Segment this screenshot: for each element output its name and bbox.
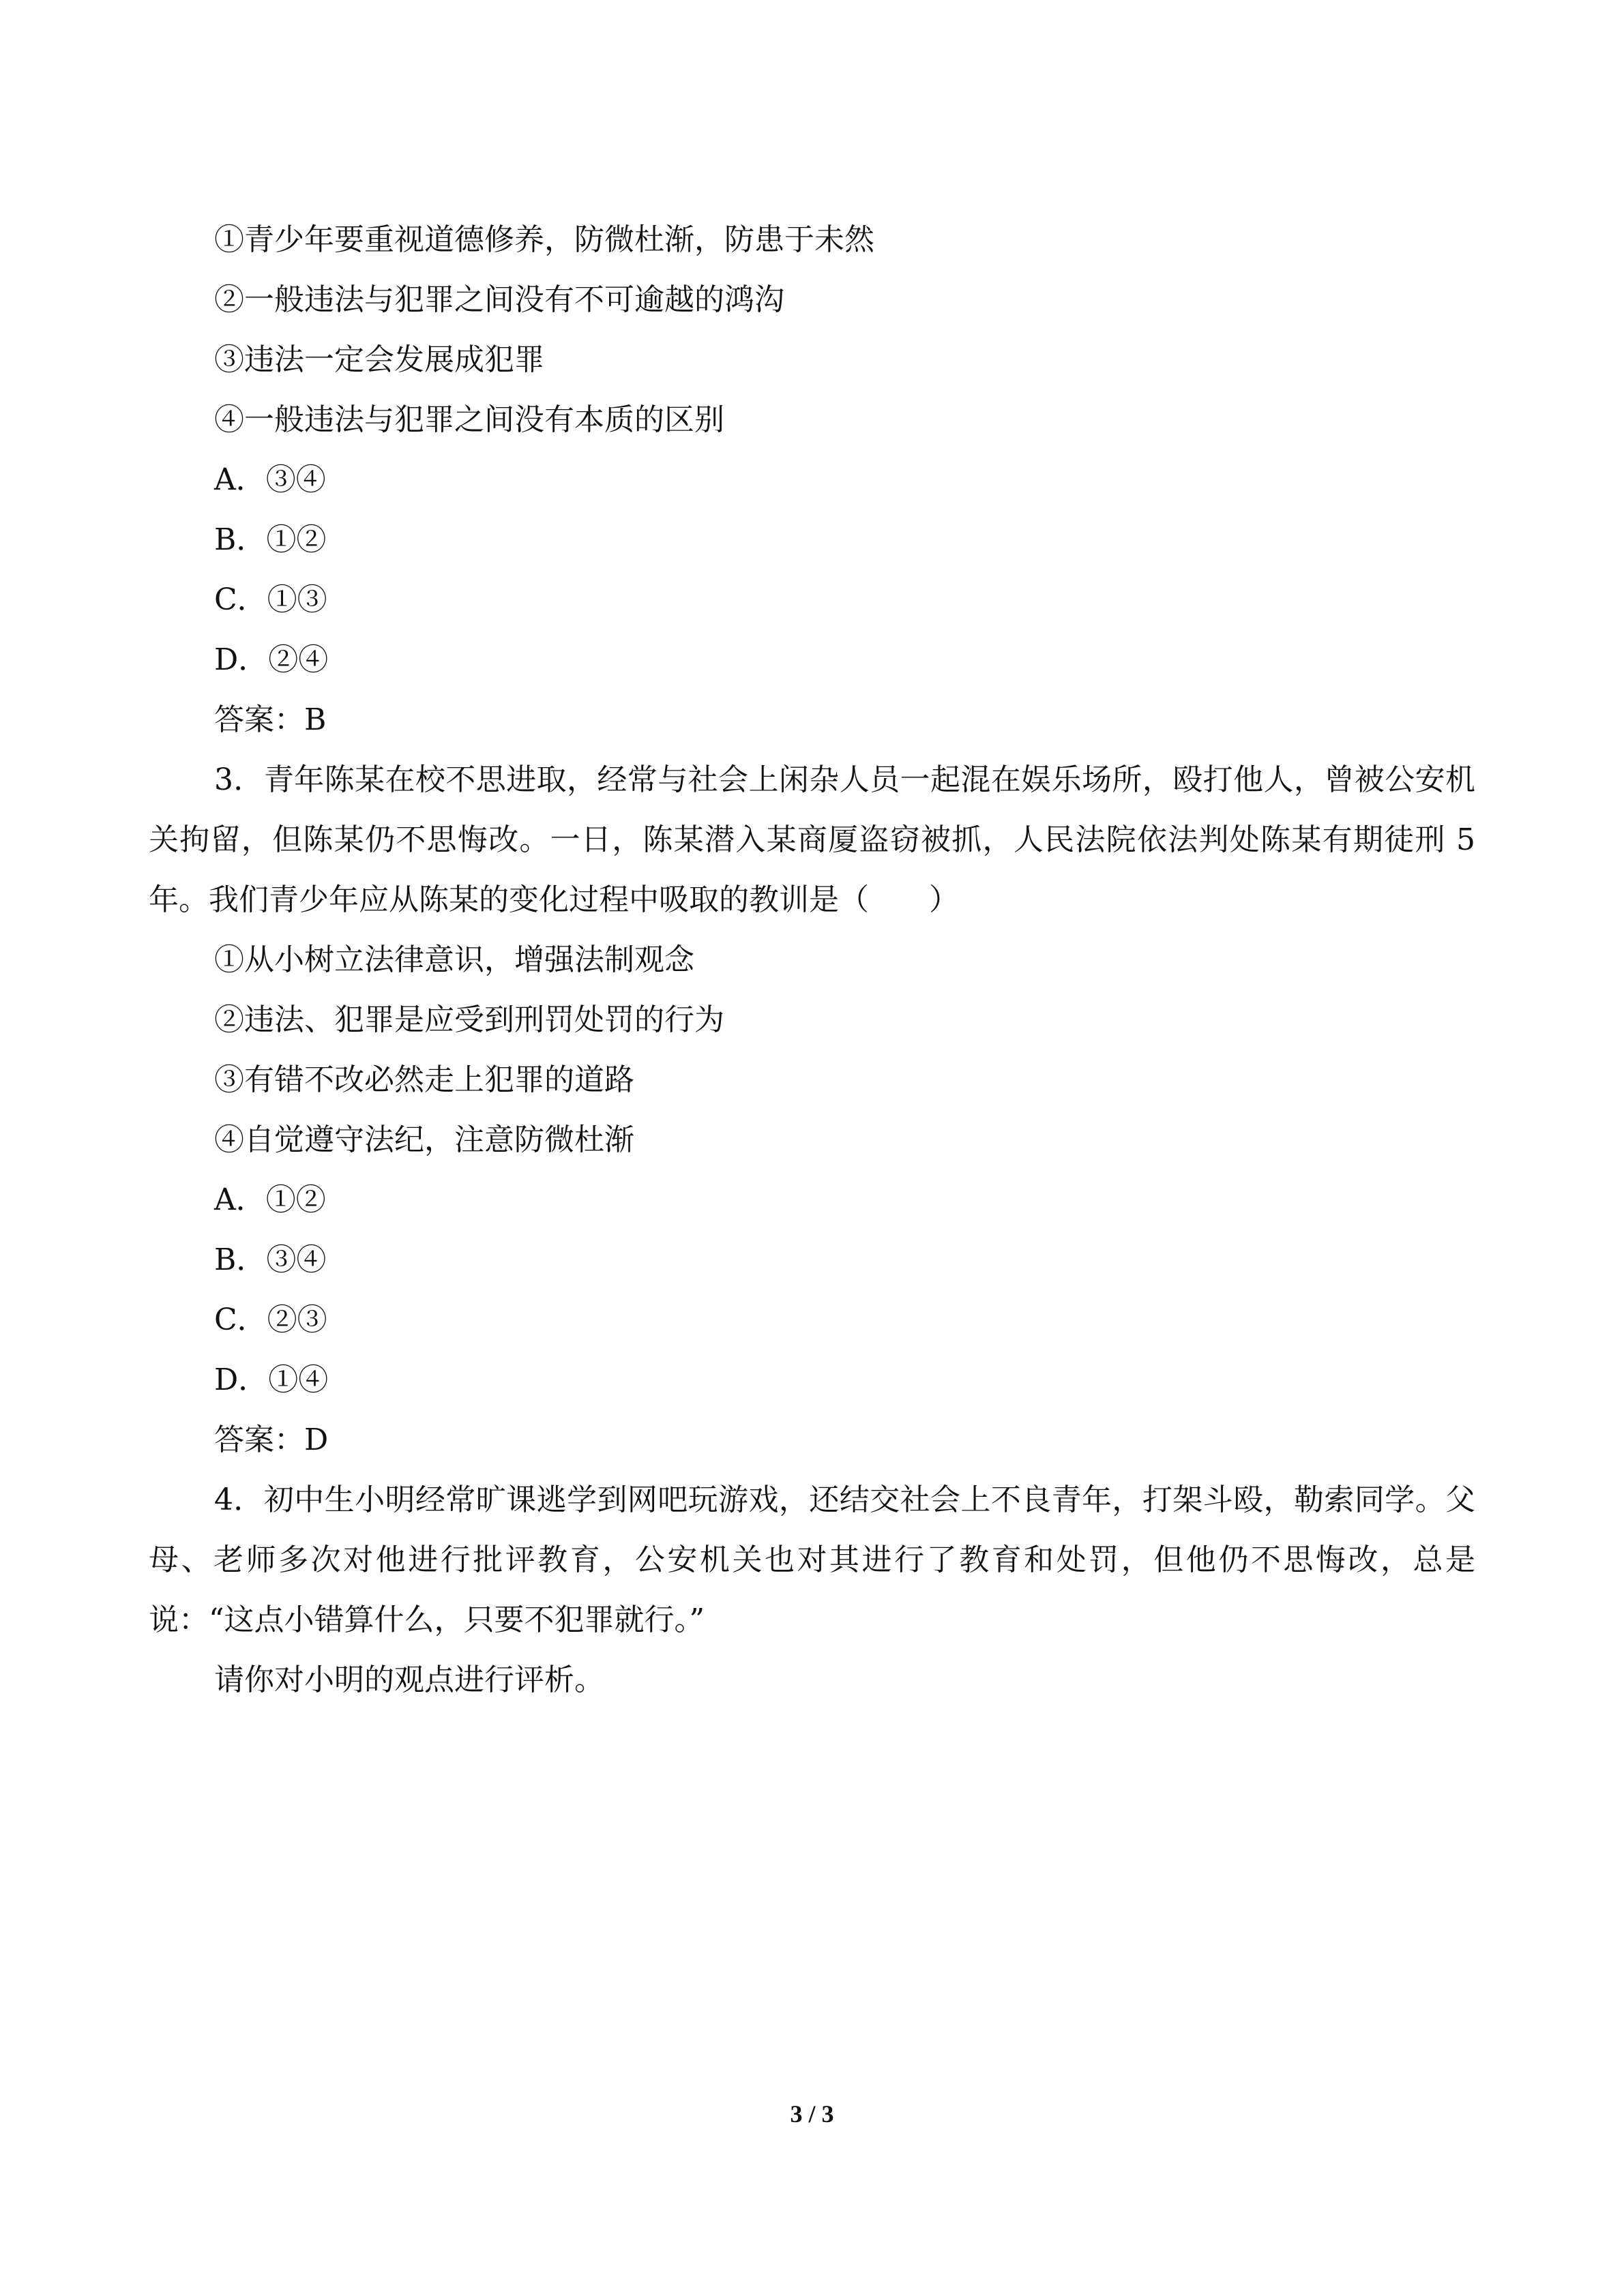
- q3-option-d: D．①④: [214, 1362, 329, 1397]
- question-3-block: [149, 750, 1475, 1470]
- page-number: 3 / 3: [790, 2100, 834, 2128]
- q2-statement-4: ④一般违法与犯罪之间没有本质的区别: [214, 402, 724, 437]
- question-4-block: [149, 1470, 1475, 1710]
- q3-statement-4: ④自觉遵守法纪，注意防微杜渐: [214, 1122, 634, 1157]
- q2-option-d: D．②④: [214, 642, 329, 677]
- q3-statement-1: ①从小树立法律意识，增强法制观念: [214, 942, 694, 977]
- q3-stem: 3．青年陈某在校不思进取，经常与社会上闲杂人员一起混在娱乐场所，殴打他人，曾被公安机关拘留，但陈某仍不思悔改。一日，陈某潜入某商厦盗窃被抓，人民法院依法判处陈某有期徒刑 5 年。我们青少年应从陈某的变化过程中吸取的教训是（ ）: [149, 762, 1475, 917]
- q2-statement-3: ③违法一定会发展成犯罪: [214, 342, 544, 377]
- q2-answer: 答案：B: [214, 702, 327, 737]
- q3-option-a: A．①②: [214, 1182, 326, 1217]
- q3-option-c: C．②③: [214, 1302, 327, 1337]
- q3-statement-3: ③有错不改必然走上犯罪的道路: [214, 1062, 634, 1097]
- q3-statement-2: ②违法、犯罪是应受到刑罚处罚的行为: [214, 1002, 724, 1037]
- q2-option-c: C．①③: [214, 582, 327, 617]
- q3-answer: 答案：D: [214, 1422, 329, 1457]
- q4-prompt: 请你对小明的观点进行评析。: [214, 1663, 604, 1697]
- q2-option-b: B．①②: [214, 522, 327, 557]
- document-body: [149, 210, 1475, 1710]
- q4-stem: 4．初中生小明经常旷课逃学到网吧玩游戏，还结交社会上不良青年，打架斗殴，勒索同学。父母、老师多次对他进行批评教育，公安机关也对其进行了教育和处罚，但他仍不思悔改，总是说：“这点小错算什么，只要不犯罪就行。”: [149, 1482, 1475, 1637]
- q3-option-b: B．③④: [214, 1242, 327, 1277]
- question-2-block: [149, 210, 1475, 750]
- q2-statement-2: ②一般违法与犯罪之间没有不可逾越的鸿沟: [214, 282, 784, 317]
- q2-statement-1: ①青少年要重视道德修养，防微杜渐，防患于未然: [214, 222, 874, 257]
- q2-option-a: A．③④: [214, 462, 326, 497]
